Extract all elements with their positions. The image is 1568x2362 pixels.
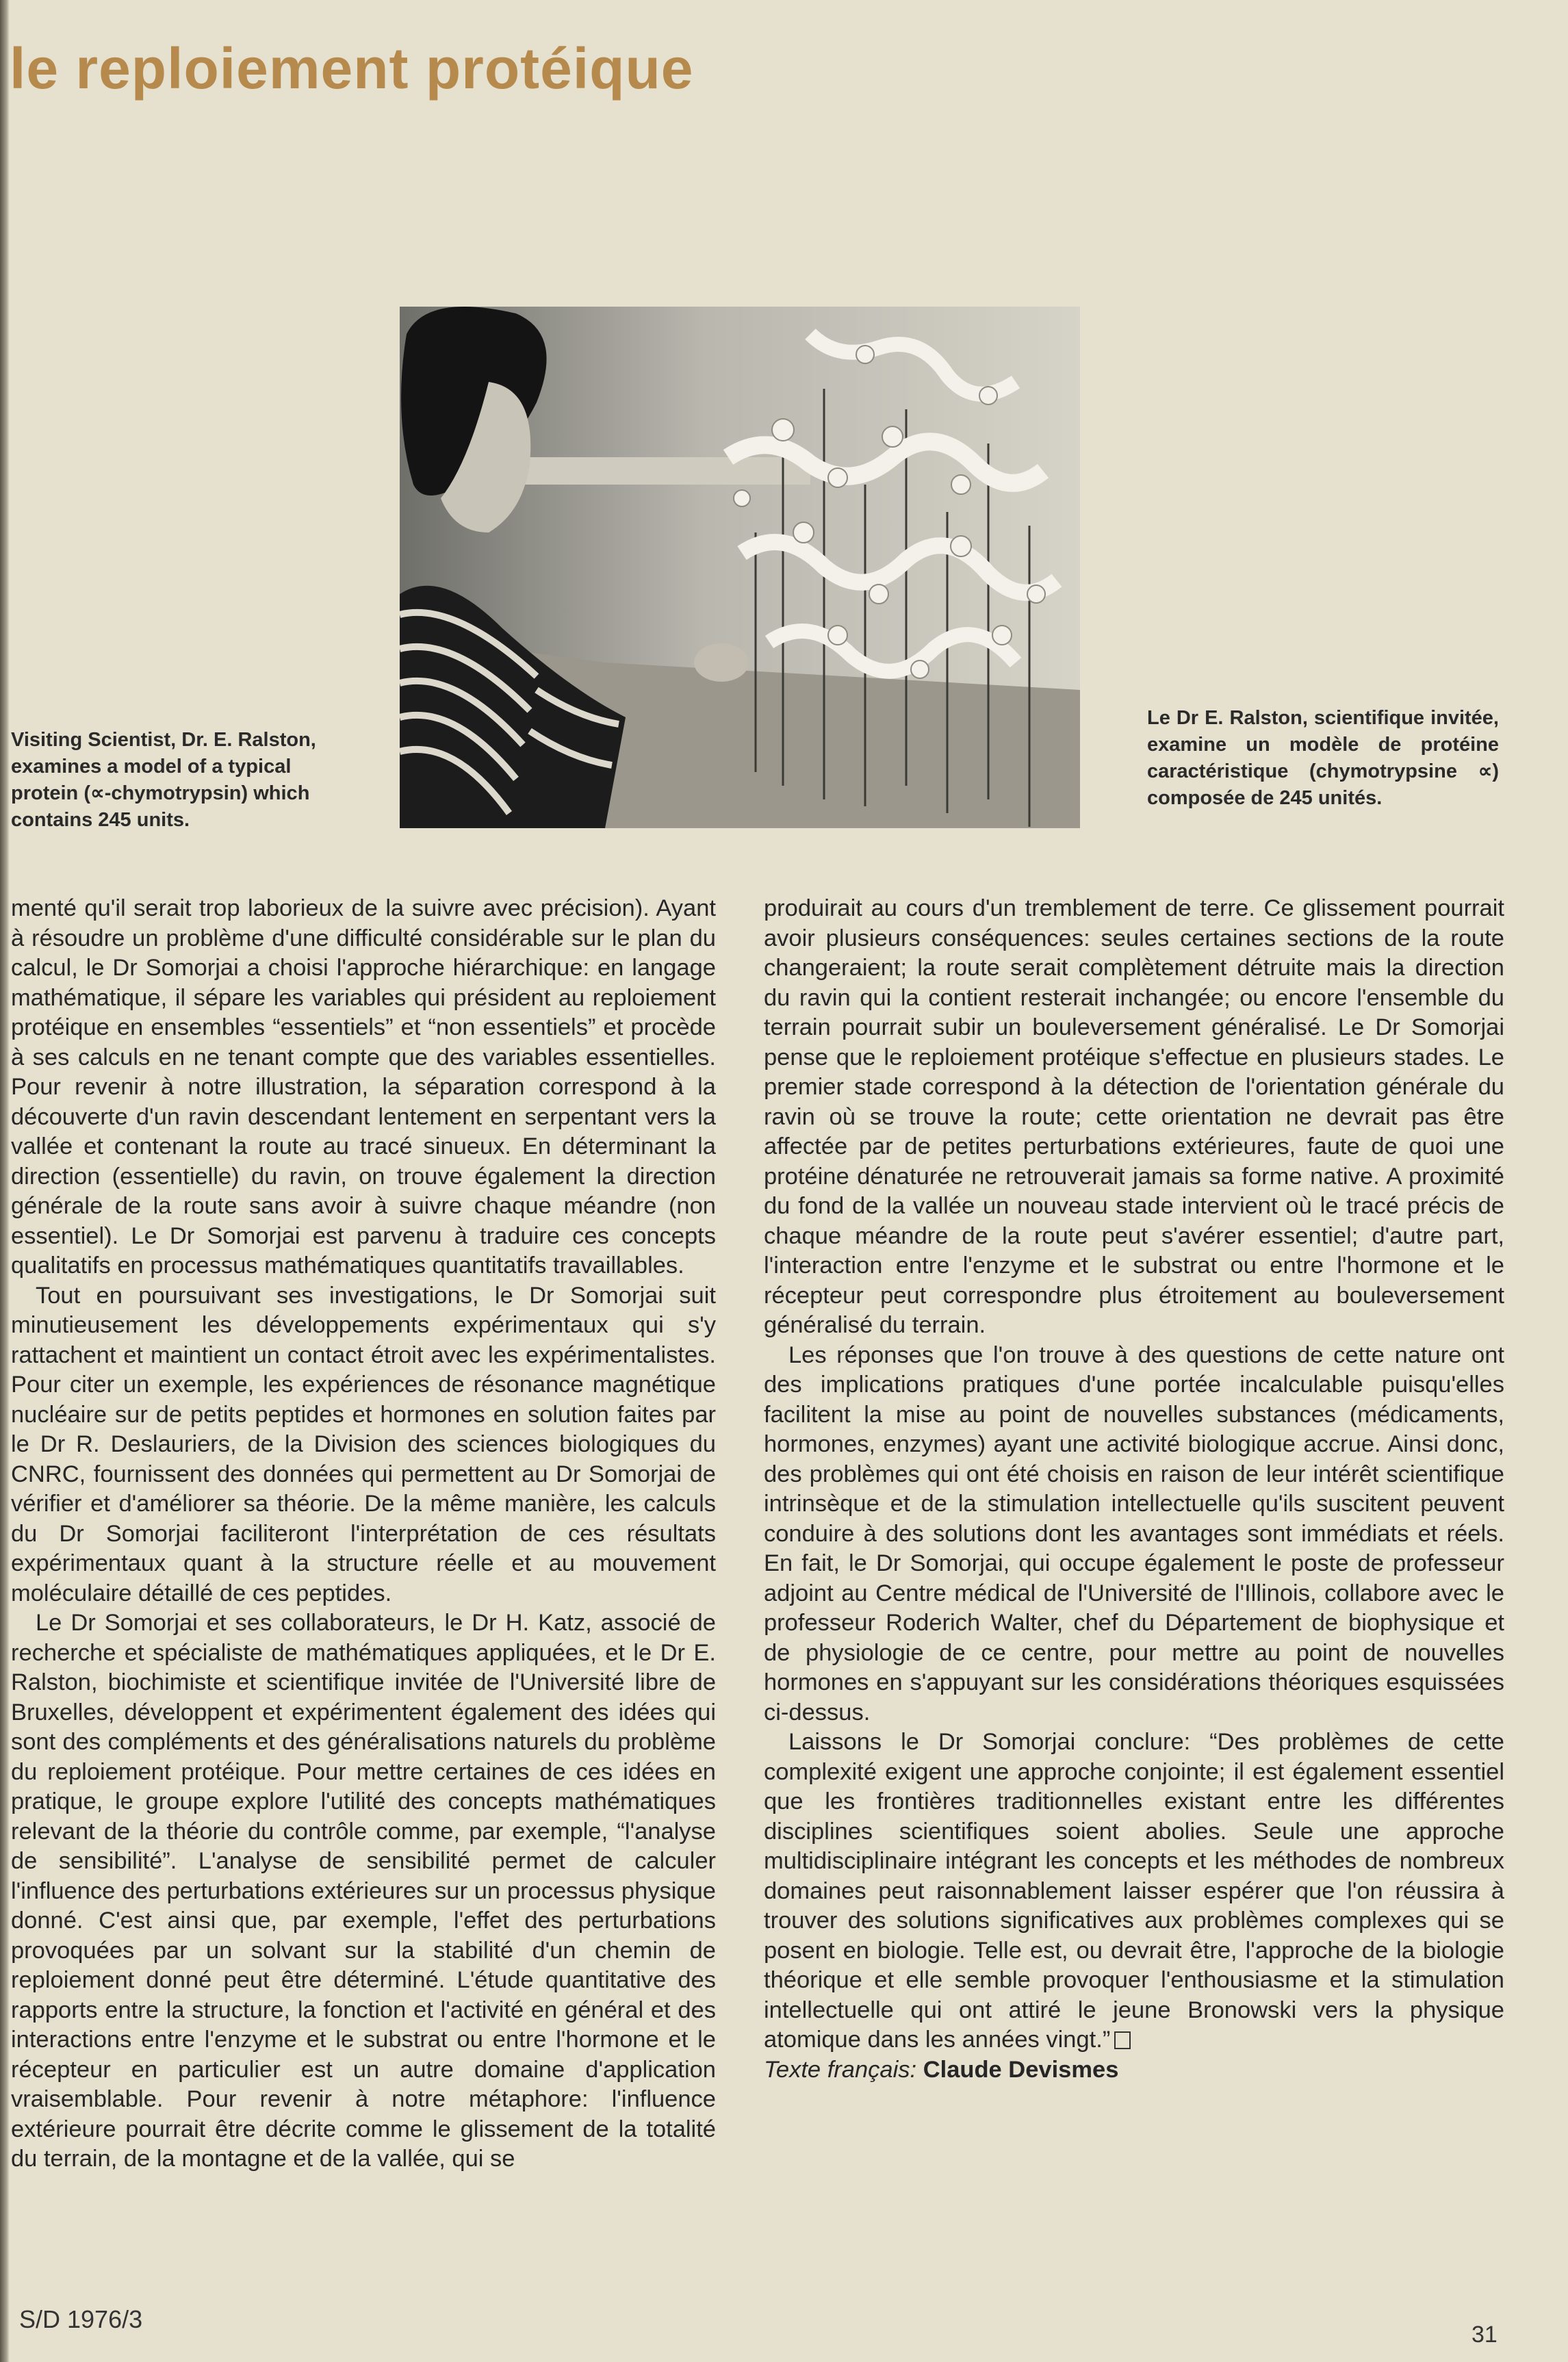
body-paragraph: Les réponses que l'on trouve à des questions de cette nature ont des implications pratiques d'une portée incalculable puisqu'elles facilitent la mise au point de nouvelles substances (médicaments, hormones, enzymes) ayant une activité biologique accrue. Ainsi donc, des problèmes qui ont été choisis en raison de leur intérêt scientifique intrinsèque et de la stimulation intellectuelle qu'ils suscitent peuvent conduire à des solutions dont les avantages sont immédiats et réels. En fait, le Dr Somorjai, qui occupe également le poste de professeur adjoint au Centre médical de l'Université de l'Illinois, collabore avec le professeur Roderich Walter, chef du Département de biophysique et de physiologie de ce centre, pour mettre au point de nouvelles hormones en s'appuyant sur les considérations théoriques esquissées ci-dessus. xyxy=(764,1342,1504,1725)
article-title: le reploiement protéique xyxy=(10,36,694,101)
translator-name: Claude Devismes xyxy=(923,2056,1119,2083)
body-paragraph-text: Laissons le Dr Somorjai conclure: “Des problèmes de cette complexité exigent une approche conjointe; il est également essentiel que les frontières traditionnelles existant entre les différentes disciplines scientifiques soient abolies. Seule une approche multidisciplinaire intégrant les concepts et les méthodes de nombreux domaines peut raisonnablement laisser espérer que l'on réussira à trouver des solutions significatives aux problèmes complexes qui se posent en biologie. Telle est, ou devrait être, l'approche de la biologie théorique et elle semble provoquer l'enthousiasme et la stimulation intellectuelle qui ont attiré le jeune Bronowski vers la physique atomique dans les années vingt.” xyxy=(764,1729,1504,2053)
issue-footer: S/D 1976/3 xyxy=(19,2305,143,2333)
right-text-column xyxy=(764,894,1504,2085)
translation-credit xyxy=(764,2055,1504,2085)
body-paragraph: produirait au cours d'un tremblement de terre. Ce glissement pourrait avoir plusieurs conséquences: seules certaines sections de la route changeraient; la route serait complètement détruite mais la direction du ravin qui la contient resterait inchangée; ou encore l'ensemble du terrain pourrait subir un bouleversement généralisé. Le Dr Somorjai pense que le reploiement protéique s'effectue en plusieurs stades. Le premier stade correspond à la détection de l'orientation générale du ravin où se trouve la route; cette orientation ne devrait pas être affectée par de petites perturbations extérieures, faute de quoi une protéine dénaturée ne retrouverait jamais sa forme native. A proximité du fond de la vallée un nouveau stade intervient où le tracé précis de chaque méandre de la route peut s'avérer essentiel; d'autre part, l'interaction entre l'enzyme et le substrat ou entre l'hormone et le récepteur peut correspondre plus étroitement au bouleversement généralisé du terrain. xyxy=(764,895,1504,1338)
article-photo xyxy=(400,307,1080,828)
left-text-column xyxy=(11,894,716,2174)
body-paragraph-final xyxy=(764,1728,1504,2055)
body-paragraph: menté qu'il serait trop laborieux de la suivre avec précision). Ayant à résoudre un problème d'une difficulté considérable sur le plan du calcul, le Dr Somorjai a choisi l'approche hiérarchique: en langage mathématique, il sépare les variables qui président au reploiement protéique en ensembles “essentiels” et “non essentiels” et procède à ses calculs en ne tenant compte que des variables essentielles. Pour revenir à notre illustration, la séparation correspond à la découverte d'un ravin descendant lentement en serpentant vers la vallée et contenant la route au tracé sinueux. En déterminant la direction (essentielle) du ravin, on trouve également la direction générale de la route sans avoir à suivre chaque méandre (non essentiel). Le Dr Somorjai est parvenu à traduire ces concepts qualitatifs en processus mathématiques quantitatifs travaillables. xyxy=(11,895,716,1279)
caption-english: Visiting Scientist, Dr. E. Ralston, examines a model of a typical protein (∝-chymotrypsin) which contains 245 units. xyxy=(11,729,316,831)
square-end-mark-icon xyxy=(1114,2031,1131,2049)
page-number: 31 xyxy=(1471,2322,1498,2348)
page-binding-edge xyxy=(0,0,10,2362)
body-paragraph: Tout en poursuivant ses investigations, le Dr Somorjai suit minutieusement les développements expérimentaux qui s'y rattachent et maintient un contact étroit avec les expérimentalistes. Pour citer un exemple, les expériences de résonance magnétique nucléaire sur de petits peptides et hormones en solution faites par le Dr R. Deslauriers, de la Division des sciences biologiques du CNRC, fournissent des données qui permettent au Dr Somorjai de vérifier et d'améliorer sa théorie. De la même manière, les calculs du Dr Somorjai faciliteront l'interprétation de ces résultats expérimentaux quant à la structure réelle et au mouvement moléculaire détaillé de ces peptides. xyxy=(11,1282,716,1606)
translation-label: Texte français: xyxy=(764,2056,917,2083)
caption-french: Le Dr E. Ralston, scientifique invitée, examine un modèle de protéine caractéristique (chymotrypsine ∝) composée de 245 unités. xyxy=(1147,707,1499,809)
body-paragraph: Le Dr Somorjai et ses collaborateurs, le Dr H. Katz, associé de recherche et spécialiste de mathématiques appliquées, et le Dr E. Ralston, biochimiste et scientifique invitée de l'Université libre de Bruxelles, développent et expérimentent également des idées qui sont des compléments et des généralisations naturels du problème du reploiement protéique. Pour mettre certaines de ces idées en pratique, le groupe explore l'utilité des concepts mathématiques relevant de la théorie du contrôle comme, par exemple, “l'analyse de sensibilité”. L'analyse de sensibilité permet de calculer l'influence des perturbations extérieures sur un processus physique donné. C'est ainsi que, par exemple, l'effet des perturbations provoquées par un solvant sur la stabilité d'un chemin de reploiement donné peut être déterminé. L'étude quantitative des rapports entre la structure, la fonction et l'activité en général et des interactions entre l'enzyme et le substrat ou entre l'hormone et le récepteur en particulier est un autre domaine d'application vraisemblable. Pour revenir à notre métaphore: l'influence extérieure pourrait être décrite comme le glissement de la totalité du terrain, de la montagne et de la vallée, qui se xyxy=(11,1610,716,2172)
